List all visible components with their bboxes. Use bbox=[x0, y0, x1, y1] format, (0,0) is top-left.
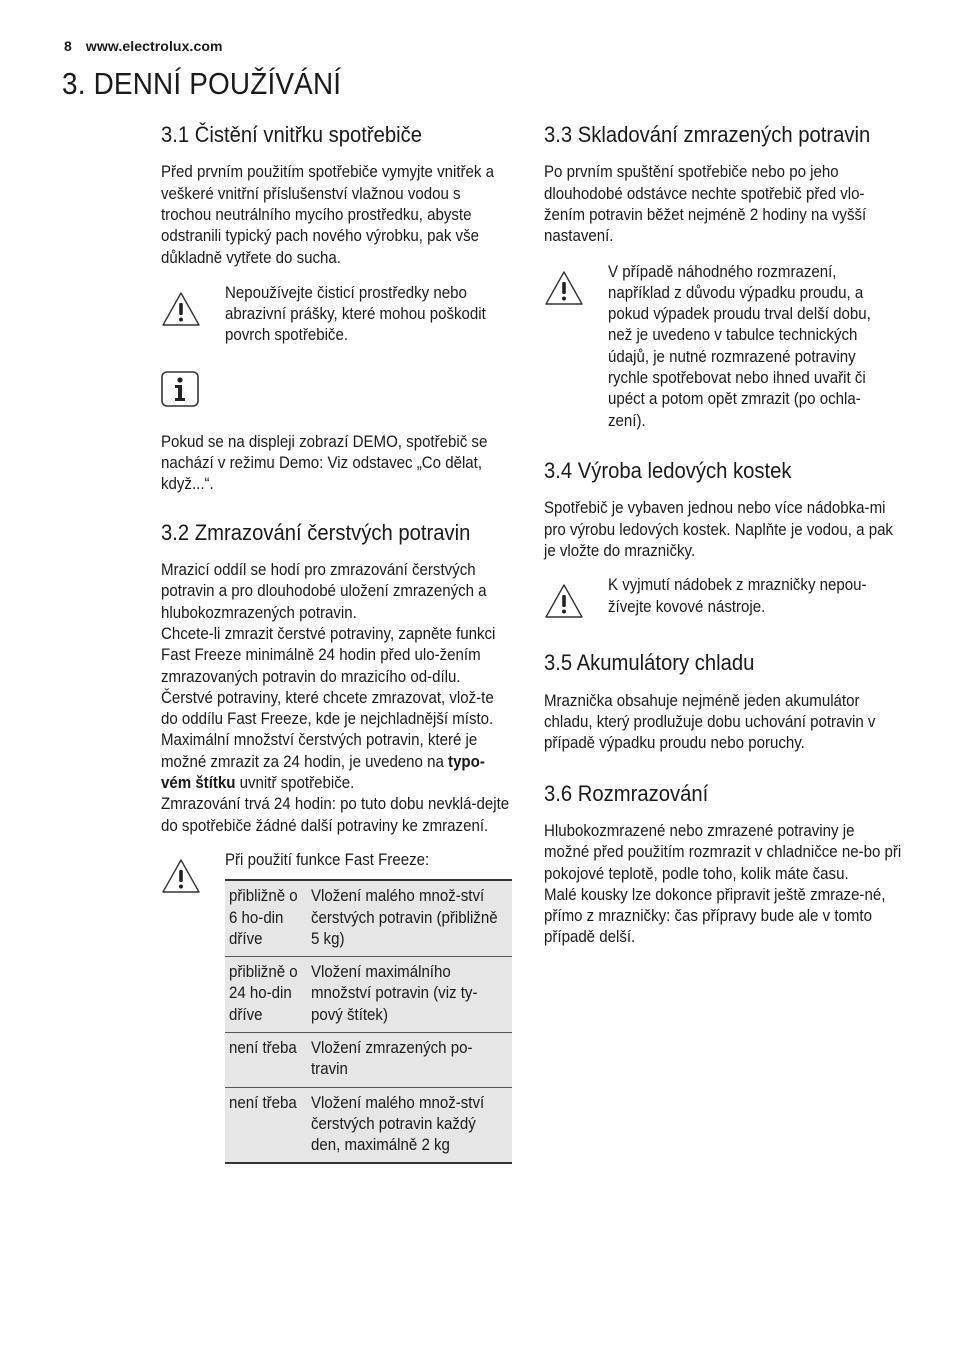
section-3-5-body: Mraznička obsahuje nejméně jeden akumulátor chladu, který prodlužuje dobu uchování potravin v případě výpadku proudu nebo poruchy. bbox=[544, 691, 876, 753]
warning-triangle-icon bbox=[544, 575, 608, 624]
chapter-title bbox=[62, 66, 341, 102]
fast-freeze-table bbox=[225, 879, 512, 1164]
warning-triangle-icon bbox=[161, 283, 225, 347]
chapter-title-text: DENNÍ POUŽÍVÁNÍ bbox=[93, 66, 342, 101]
info-icon bbox=[161, 371, 199, 407]
warning-block bbox=[161, 283, 513, 347]
section-heading-3-3: 3.3 Skladování zmrazených potravin bbox=[544, 122, 871, 147]
left-column bbox=[161, 122, 513, 1164]
site-url[interactable]: www.electrolux.com bbox=[85, 38, 223, 54]
section-3-1-body: Před prvním použitím spotřebiče vymyjte vnitřek a veškeré vnitřní příslušenství vlažnou vodou s trochou neutrálního mycího prostředku, abyste odstranili typický pach nového výrobku, pak vše důkladně vytřete do sucha. bbox=[161, 163, 494, 267]
table-row: není třeba Vložení malého množ-ství čerstvých potravin každý den, maximálně 2 kg bbox=[225, 1087, 512, 1163]
section-3-2-paragraph: Zmrazování trvá 24 hodin: po tuto dobu nevklá-dejte do spotřebiče žádné další potraviny ke zmrazení. bbox=[161, 795, 510, 835]
rating-plate-reference: typo-vém štítku bbox=[161, 752, 485, 793]
warning-text: K vyjmutí nádobek z mrazničky nepou-žívejte kovové nástroje. bbox=[608, 576, 867, 616]
section-3-6-paragraph: Hlubokozmrazené nebo zmrazené potraviny je možné před použitím rozmrazit v chladničce ne-bo při pokojové teplotě, podle toho, kolik máte času. bbox=[544, 821, 902, 883]
table-row: přibližně o 6 ho-din dříve Vložení malého množ-ství čerstvých potravin (přibližně 5 kg) bbox=[225, 880, 512, 956]
chapter-number: 3. bbox=[62, 66, 86, 101]
section-3-6-paragraph: Malé kousky lze dokonce připravit ještě zmraze-né, přímo z mrazničky: čas přípravy bude ale v tomto případě delší. bbox=[544, 885, 886, 947]
warning-text: V případě náhodného rozmrazení, například z důvodu výpadku proudu, a pokud výpadek proudu trval delší dobu, než je uvedeno v tabulce technických údajů, je nutné rozmrazené potraviny rychle spotřebovat nebo ihned uvařit či upéct a potom opět zmrazit (po ochla-zení). bbox=[608, 262, 871, 430]
section-heading-3-4: 3.4 Výroba ledových kostek bbox=[544, 457, 792, 483]
warning-content bbox=[225, 850, 513, 1165]
section-3-4-body: Spotřebič je vybaven jednou nebo více nádobka-mi pro výrobu ledových kostek. Naplňte je vodou, a pak je vložte do mrazničky. bbox=[544, 499, 893, 560]
table-row: přibližně o 24 ho-din dříve Vložení maximálního množství potravin (viz ty-pový štítek) bbox=[225, 957, 512, 1033]
info-text: Pokud se na displeji zobrazí DEMO, spotřebič se nachází v režimu Demo: Viz odstavec „Co dělat, když...“. bbox=[161, 432, 488, 494]
section-heading-3-1: 3.1 Čistění vnitřku spotřebiče bbox=[161, 122, 423, 147]
section-heading-3-6: 3.6 Rozmrazování bbox=[544, 780, 709, 806]
section-3-2-paragraph: Mrazicí oddíl se hodí pro zmrazování čerstvých potravin a pro dlouhodobé uložení zmrazených a hlubokozmrazených potravin. bbox=[161, 561, 487, 622]
page-number: 8 bbox=[64, 38, 72, 54]
right-column bbox=[544, 122, 900, 949]
table-row: není třeba Vložení zmrazených po-travin bbox=[225, 1032, 512, 1087]
section-heading-3-5: 3.5 Akumulátory chladu bbox=[544, 650, 755, 676]
warning-block bbox=[544, 262, 900, 432]
warning-text: Nepoužívejte čisticí prostředky nebo abrazivní prášky, které mohou poškodit povrch spotřebiče. bbox=[225, 283, 486, 345]
section-3-2-paragraph: Chcete-li zmrazit čerstvé potraviny, zapněte funkci Fast Freeze minimálně 24 hodin před ulo-žením zmrazovaných potravin do mrazicího od-dílu. bbox=[161, 624, 496, 686]
section-3-3-body: Po prvním spuštění spotřebiče nebo po jeho dlouhodobé odstávce nechte spotřebič před vlo-žením potravin běžet nejméně 2 hodiny na vyšší nastavení. bbox=[544, 163, 867, 246]
section-heading-3-2: 3.2 Zmrazování čerstvých potravin bbox=[161, 519, 471, 545]
section-3-2-paragraph: Maximální množství čerstvých potravin, které je možné zmrazit za 24 hodin, je uvedeno na typo-vém štítku uvnitř spotřebiče. bbox=[161, 731, 485, 793]
warning-text: Při použití funkce Fast Freeze: bbox=[225, 850, 430, 869]
section-3-2-paragraph: Čerstvé potraviny, které chcete zmrazovat, vlož-te do oddílu Fast Freeze, kde je nejchladnější místo. bbox=[161, 688, 494, 729]
warning-block bbox=[161, 850, 513, 1165]
warning-triangle-icon bbox=[544, 262, 608, 432]
warning-block bbox=[544, 575, 900, 624]
warning-triangle-icon bbox=[161, 850, 225, 1165]
page-header bbox=[64, 38, 223, 54]
